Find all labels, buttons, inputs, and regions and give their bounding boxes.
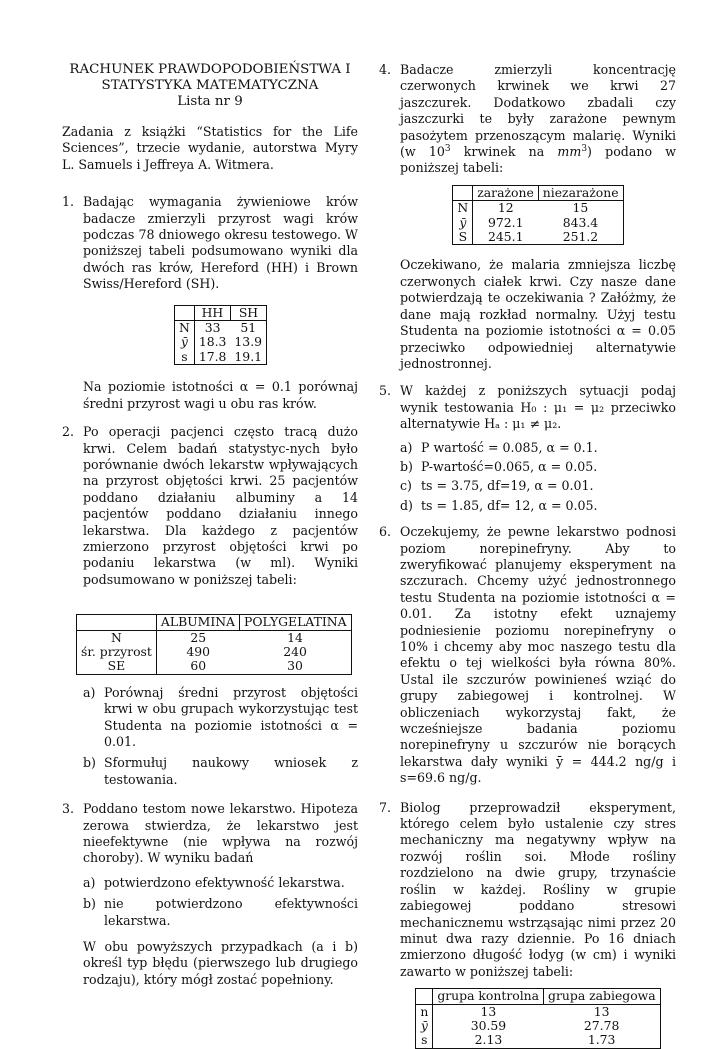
subitem-label: a) (400, 439, 413, 455)
table-cell: 51 (230, 321, 266, 336)
subitem-text: Porównaj średni przyrost objętości krwi w obu grupach wykorzystując test Studenta na poziomie istotności α = 0.01. (104, 684, 358, 749)
table-p2 (62, 614, 358, 675)
table-row (174, 321, 266, 336)
subitem-text: ts = 3.75, df=19, α = 0.01. (421, 478, 594, 494)
table-cell: s (416, 1033, 433, 1048)
subitem-text: P-wartość=0.065, α = 0.05. (421, 458, 598, 474)
table-p1 (83, 305, 358, 366)
table-cell: 13 (433, 1004, 544, 1019)
table-cell: n (416, 1004, 433, 1019)
table-cell: ȳ (416, 1019, 433, 1033)
superscript: 3 (581, 143, 588, 154)
table-cell (174, 305, 194, 320)
table-row (174, 335, 266, 349)
table-row (453, 230, 623, 245)
subitem-label: a) (83, 684, 96, 700)
table-header: POLYGELATINA (240, 615, 352, 630)
table-p4 (400, 185, 676, 246)
table-row (416, 1004, 660, 1019)
subitem-b (400, 459, 676, 475)
table-row (174, 350, 266, 365)
problem-text: Poddano testom nowe lekarstwo. Hipoteza zerowa stwierdza, że lekarstwo jest nieefektywne (nie wpływa na rozwój choroby). W wyniku badań (83, 801, 358, 866)
subitem-text: ts = 1.85, df= 12, α = 0.05. (421, 497, 598, 513)
table-cell: 30 (240, 659, 352, 674)
problem-question: Oczekiwano, że malaria zmniejsza liczbę czerwonych ciałek krwi. Czy nasze dane potwierdzają te oczekiwania ? Załóżmy, że dane mają rozkład normalny. Użyj testu Studenta na poziomie istotności α = 0.05 przeciwko odpowiedniej alternatywie jednostronnej. (400, 257, 676, 371)
table-row (77, 645, 352, 659)
problem-text: Badając wymagania żywieniowe krów badacze zmierzyli przyrost wagi krów podczas 78 dniowego okresu testowego. W poniższej tabeli podsumowano wyniki dla dwóch ras krów, Hereford (HH) i Brown Swiss/Hereford (SH). (83, 194, 358, 292)
table-cell: śr. przyrost (77, 645, 157, 659)
subitem-label: a) (83, 874, 96, 890)
problem-text-part: Badacze zmierzyli koncentrację czerwonych krwinek we krwi 27 jaszczurek. Dodatkowo zbadali czy jaszczurki te były zarażone pewnym pasożytem przenoszącym malarię. Wyniki (w 10 (400, 62, 676, 160)
table-row (453, 201, 623, 216)
table-cell: 17.8 (194, 350, 230, 365)
table-cell: 27.78 (544, 1019, 661, 1033)
table-cell: N (174, 321, 194, 336)
subitem-d (400, 498, 676, 514)
problem-number: 7. (379, 799, 392, 815)
subitem-text: nie potwierdzono efektywności lekarstwa. (104, 896, 358, 928)
table-cell: ȳ (174, 335, 194, 349)
subitem-text: Sformułuj naukowy wniosek z testowania. (104, 755, 358, 787)
problem-question: W obu powyższych przypadkach (a i b) określ typ błędu (pierwszego lub drugiego rodzaju), który mógł zostać popełniony. (83, 939, 358, 987)
problem-number: 1. (62, 194, 75, 210)
table-cell (77, 615, 157, 630)
problem-text: Po operacji pacjenci często tracą dużo krwi. Celem badań statystyc-nych było porównanie dwóch lekarstw wpływających na przyrost objętości krwi. 25 pacjentów poddano działaniu albuminy a 14 pacjentów poddano działaniu innego lekarstwa. Dla każdego z pacjentów zmierzono przyrost objętości krwi po podaniu lekarstwa (w ml). Wyniki podsumowano w poniższej tabeli: (83, 424, 358, 587)
problem-text: W każdej z poniższych sytuacji podaj wynik testowania H₀ : μ₁ = μ₂ przeciwko alternatywie Hₐ : μ₁ ≠ μ₂. (400, 383, 676, 432)
problem-number: 3. (62, 801, 75, 817)
table-row (416, 1033, 660, 1048)
subitem-b (83, 896, 358, 929)
problem-text-part: krwinek na (450, 144, 558, 160)
problem-text: Biolog przeprowadził eksperyment, którego celem było ustalenie czy stres mechaniczny ma negatywny wpływ na rozwój roślin soi. Młode rośliny rozdzielono na dwie grupy, trzynaście roślin w każdej. Rośliny w grupie zabiegowej poddano stresowi mechanicznemu wstrząsając nimi przez 20 minut dwa razy dziennie. Po 16 dniach zmierzono długość łodyg (w cm) i wyniki zawarto w poniższej tabeli: (400, 799, 676, 979)
table-cell: 30.59 (470, 1017, 507, 1033)
table-p7 (400, 988, 676, 1049)
problem-4 (379, 62, 676, 372)
table-cell: ȳ (453, 216, 473, 230)
table-header: niezarażone (538, 185, 623, 200)
subitem-a (83, 875, 358, 891)
title-line-1: RACHUNEK PRAWDOPODOBIEŃSTWA I (69, 62, 351, 77)
subitem-text: potwierdzono efektywność lekarstwa. (104, 874, 345, 890)
subitem-a (400, 440, 676, 456)
table-cell: SE (77, 659, 157, 674)
table-cell: 60 (156, 659, 239, 674)
table-cell: 12 (473, 201, 539, 216)
problem-6 (379, 524, 676, 787)
problem-number: 4. (379, 62, 392, 77)
table-cell: 18.3 (198, 334, 227, 350)
table-cell: 240 (240, 645, 352, 659)
right-column (379, 62, 676, 1049)
table-cell (416, 989, 433, 1004)
problem-text-part: ) podano w poniższej tabeli: (400, 144, 676, 176)
problem-3 (62, 801, 358, 988)
title-line-2: STATYSTYKA MATEMATYCZNA (101, 78, 319, 93)
problem-question: Na poziomie istotności α = 0.1 porównaj średni przyrost wagi u obu ras krów. (83, 379, 358, 411)
table-row (416, 1019, 660, 1033)
unit: mm (557, 144, 582, 160)
problem-number: 5. (379, 383, 392, 399)
problem-number: 2. (62, 424, 75, 440)
problem-text (400, 62, 676, 177)
table-header-row (77, 615, 352, 630)
problem-5 (379, 383, 676, 514)
table-cell: 25 (156, 630, 239, 645)
table-header: ALBUMINA (156, 615, 239, 630)
table-cell: 33 (194, 321, 230, 336)
table-cell: 490 (186, 643, 211, 659)
subitem-b (83, 755, 358, 788)
subitem-label: c) (400, 478, 412, 494)
table-row (453, 216, 623, 230)
superscript: 3 (444, 143, 451, 154)
table-cell: 2.13 (433, 1033, 544, 1048)
problem-7 (379, 800, 676, 1049)
subitem-c (400, 478, 676, 494)
table-row (77, 630, 352, 645)
table-header-row (453, 185, 623, 200)
problem-number: 6. (379, 524, 392, 540)
subitem-a (83, 685, 358, 751)
table-cell: N (453, 201, 473, 216)
table-cell: 13.9 (230, 335, 266, 349)
table-header-row (174, 305, 266, 320)
table-cell: 14 (240, 630, 352, 645)
table-cell: s (174, 350, 194, 365)
subitem-text: P wartość = 0.085, α = 0.1. (421, 439, 598, 455)
table-cell: 13 (544, 1004, 661, 1019)
table-cell: 245.1 (473, 230, 539, 245)
table-cell: S (453, 230, 473, 245)
table-row (77, 659, 352, 674)
subitem-label: d) (400, 497, 413, 513)
table-cell: 251.2 (538, 230, 623, 245)
table-cell: 1.73 (544, 1033, 661, 1048)
table-cell: 15 (538, 201, 623, 216)
intro-text: Zadania z książki “Statistics for the Life Sciences”, trzecie wydanie, autorstwa Myry L. Samuels i Jeffreya A. Witmera. (62, 124, 358, 172)
table-cell: 843.4 (538, 216, 623, 230)
problem-2 (62, 424, 358, 588)
table-cell: N (77, 630, 157, 645)
table-header: SH (230, 305, 266, 320)
table-header-row (416, 989, 660, 1004)
table-cell (453, 185, 473, 200)
table-header: HH (194, 305, 230, 320)
subitem-label: b) (83, 896, 96, 912)
problem-text: Oczekujemy, że pewne lekarstwo podnosi poziom norepinefryny. Aby to zweryfikować planujemy eksperyment na szczurach. Chcemy użyć jednostronnego testu Studenta na poziomie istotności α = 0.01. Za istotny efekt uznajemy podniesienie poziomu norepinefryny o 10% i chcemy aby moc naszego testu dla efektu o tej wielkości była równa 80%. Ustal ile szczurów powinieneś wziąć do grupy zabiegowej i kontrolnej. W obliczeniach wykorzystaj fakt, że wcześniejsze badania poziomu norepinefryny u szczurów nie borących lekarstwa dały wyniki ȳ = 444.2 ng/g i s=69.6 ng/g. (400, 524, 676, 786)
table-header: grupa zabiegowa (544, 989, 661, 1004)
left-column (62, 62, 358, 988)
subitem-label: b) (83, 755, 96, 771)
table-cell: 19.1 (230, 350, 266, 365)
table-cell: 972.1 (488, 214, 524, 230)
table-header: zarażone (473, 185, 539, 200)
table-header: grupa kontrolna (433, 989, 544, 1004)
subitem-label: b) (400, 458, 413, 474)
problem-1 (62, 194, 358, 412)
subtitle: Lista nr 9 (177, 94, 243, 109)
problem-2-subitems (62, 685, 358, 788)
